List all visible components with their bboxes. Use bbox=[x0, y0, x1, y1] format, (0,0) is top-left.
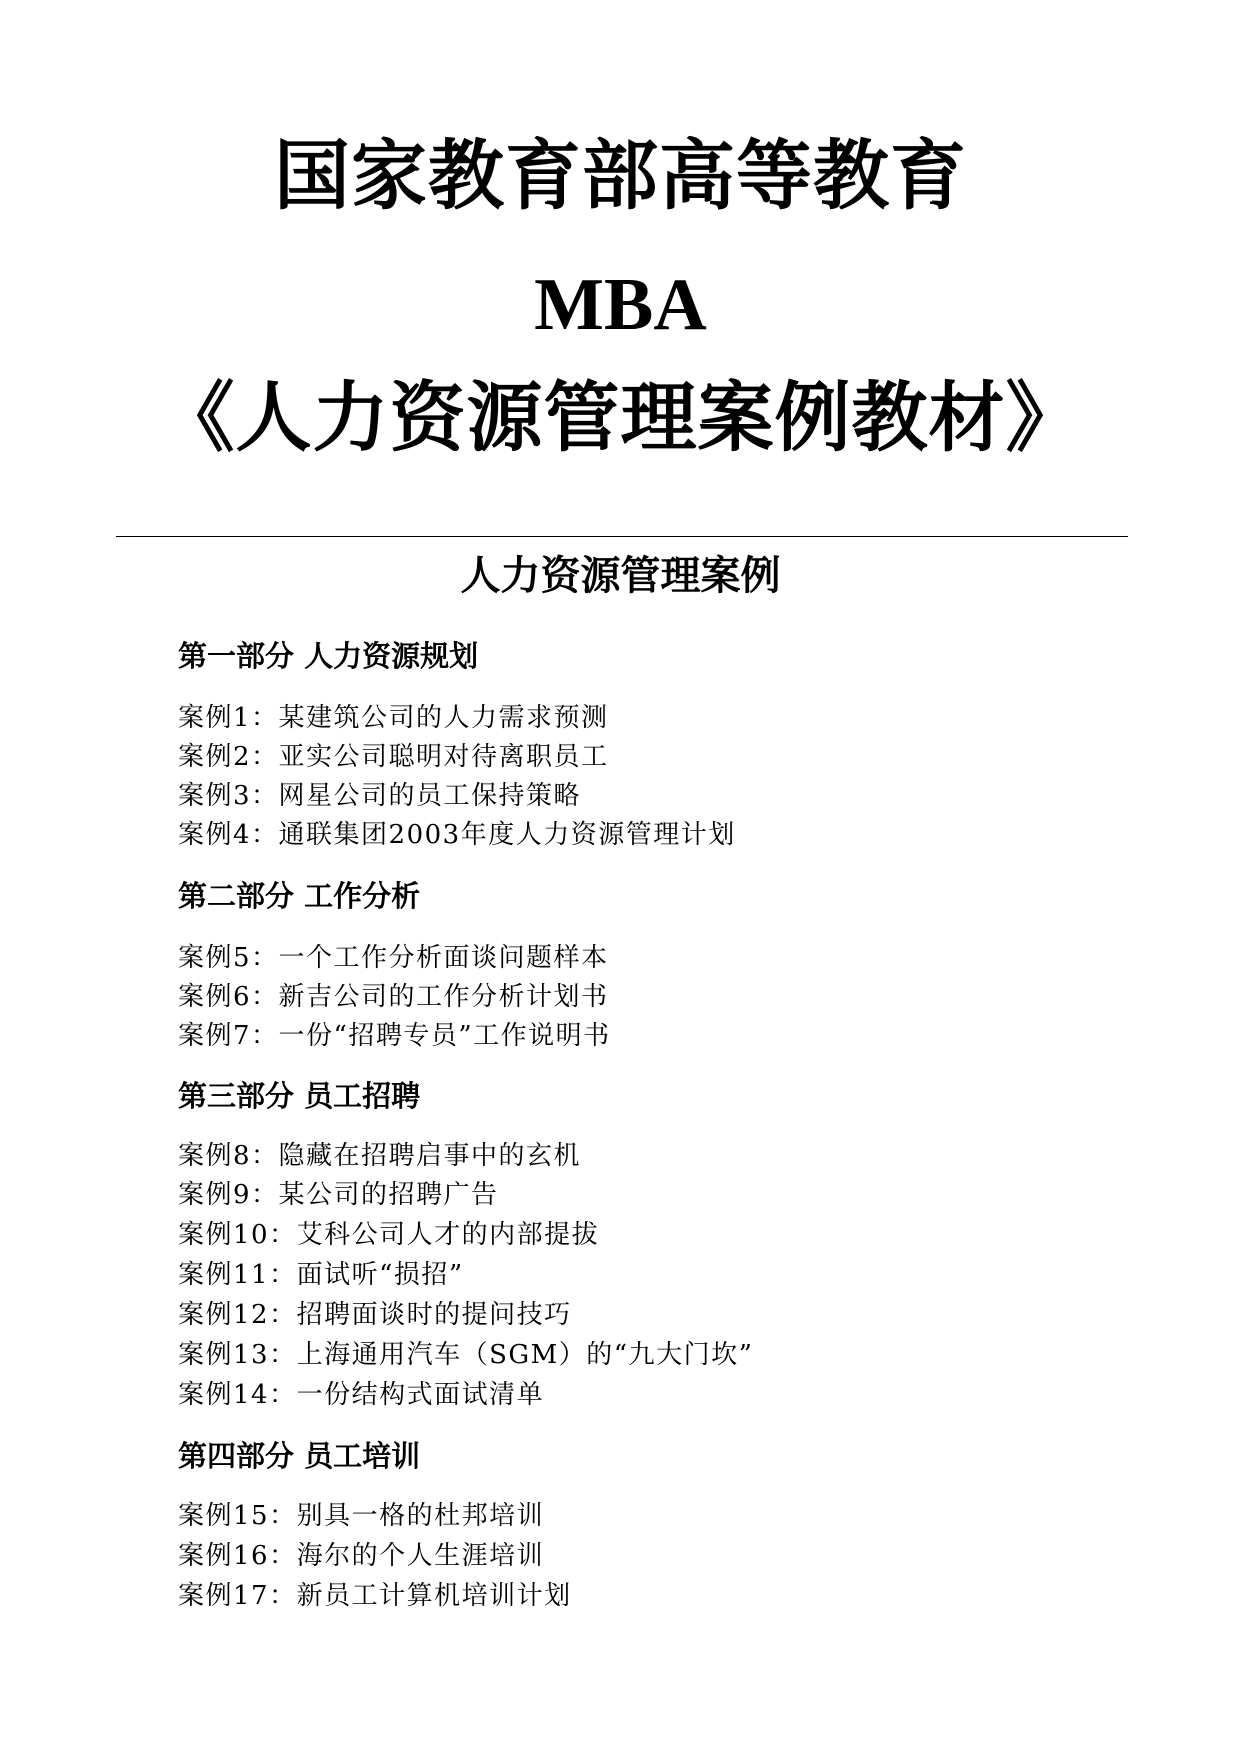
case-list-item: 案例10：艾科公司人才的内部提拔 bbox=[178, 1220, 600, 1250]
document-title-line1: 国家教育部高等教育 bbox=[274, 131, 967, 220]
case-list-item: 案例13：上海通用汽车（SGM）的“九大门坎” bbox=[178, 1340, 754, 1370]
case-list-item: 案例12：招聘面谈时的提问技巧 bbox=[178, 1300, 572, 1330]
case-list-item: 案例17：新员工计算机培训计划 bbox=[178, 1581, 572, 1611]
case-list-item: 案例16：海尔的个人生涯培训 bbox=[178, 1541, 545, 1571]
case-list-item: 案例15：别具一格的杜邦培训 bbox=[178, 1501, 545, 1531]
case-list-item: 案例11：面试听“损招” bbox=[178, 1260, 464, 1290]
part-heading: 第一部分 人力资源规划 bbox=[178, 639, 479, 673]
case-list-item: 案例4：通联集团2003年度人力资源管理计划 bbox=[178, 820, 736, 850]
case-list-item: 案例2：亚实公司聪明对待离职员工 bbox=[178, 742, 609, 772]
part-heading: 第二部分 工作分析 bbox=[178, 879, 421, 913]
document-title-line3: 《人力资源管理案例教材》 bbox=[158, 373, 1083, 462]
case-list-item: 案例7：一份“招聘专员”工作说明书 bbox=[178, 1021, 611, 1051]
case-list-item: 案例8：隐藏在招聘启事中的玄机 bbox=[178, 1141, 582, 1171]
document-title-line2: MBA bbox=[534, 264, 707, 346]
case-list-item: 案例3：网星公司的员工保持策略 bbox=[178, 781, 582, 811]
case-list-item: 案例9：某公司的招聘广告 bbox=[178, 1180, 499, 1210]
case-list-item: 案例1：某建筑公司的人力需求预测 bbox=[178, 703, 609, 733]
case-list-item: 案例14：一份结构式面试清单 bbox=[178, 1380, 545, 1410]
part-heading: 第三部分 员工招聘 bbox=[178, 1079, 421, 1113]
horizontal-divider bbox=[116, 536, 1128, 537]
section-heading: 人力资源管理案例 bbox=[460, 553, 781, 599]
part-heading: 第四部分 员工培训 bbox=[178, 1439, 421, 1473]
case-list-item: 案例6：新吉公司的工作分析计划书 bbox=[178, 982, 609, 1012]
case-list-item: 案例5：一个工作分析面谈问题样本 bbox=[178, 943, 609, 973]
